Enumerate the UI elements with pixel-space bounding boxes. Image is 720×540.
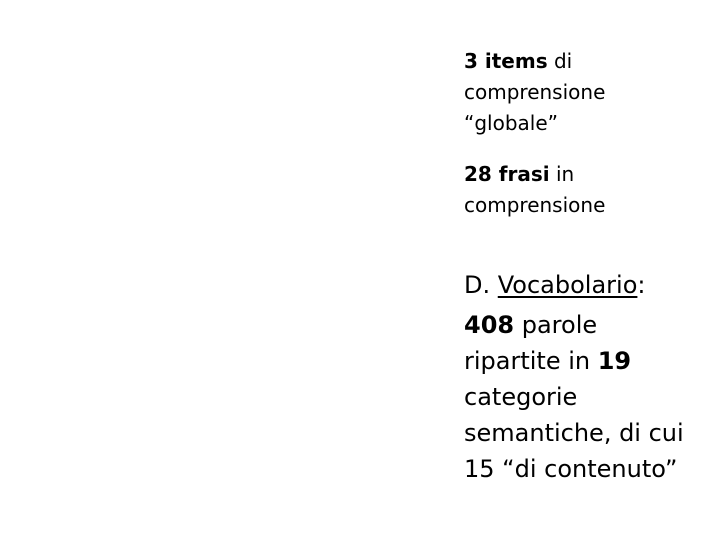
sentences-paragraph — [464, 159, 714, 221]
vocab-line-4: semantiche, di cui — [464, 419, 684, 447]
section-title: Vocabolario — [497, 271, 638, 299]
items-line-1-rest: di — [547, 49, 573, 73]
sentences-line-1-rest: in — [549, 162, 575, 186]
categories-count: 19 — [597, 347, 632, 375]
items-line-3: “globale” — [464, 111, 559, 135]
section-prefix: D. — [464, 271, 498, 299]
items-line-1 — [464, 46, 714, 77]
vocab-line-1-rest: parole — [514, 311, 598, 339]
vocabulary-paragraph — [464, 307, 714, 487]
section-heading — [464, 269, 714, 301]
sentences-line-1 — [464, 159, 714, 190]
vocab-line-1 — [464, 307, 714, 343]
vocab-line-2 — [464, 343, 714, 379]
text-column — [464, 46, 714, 487]
vocab-line-5: 15 “di contenuto” — [464, 455, 678, 483]
items-count: 3 items — [464, 49, 548, 73]
items-paragraph — [464, 46, 714, 139]
vocab-line-3: categorie — [464, 383, 578, 411]
vocab-line-2-text: ripartite in — [464, 347, 598, 375]
section-suffix: : — [637, 271, 646, 299]
items-line-2: comprensione — [464, 80, 606, 104]
words-count: 408 — [464, 311, 515, 339]
sentences-count: 28 frasi — [464, 162, 550, 186]
sentences-line-2: comprensione — [464, 193, 606, 217]
